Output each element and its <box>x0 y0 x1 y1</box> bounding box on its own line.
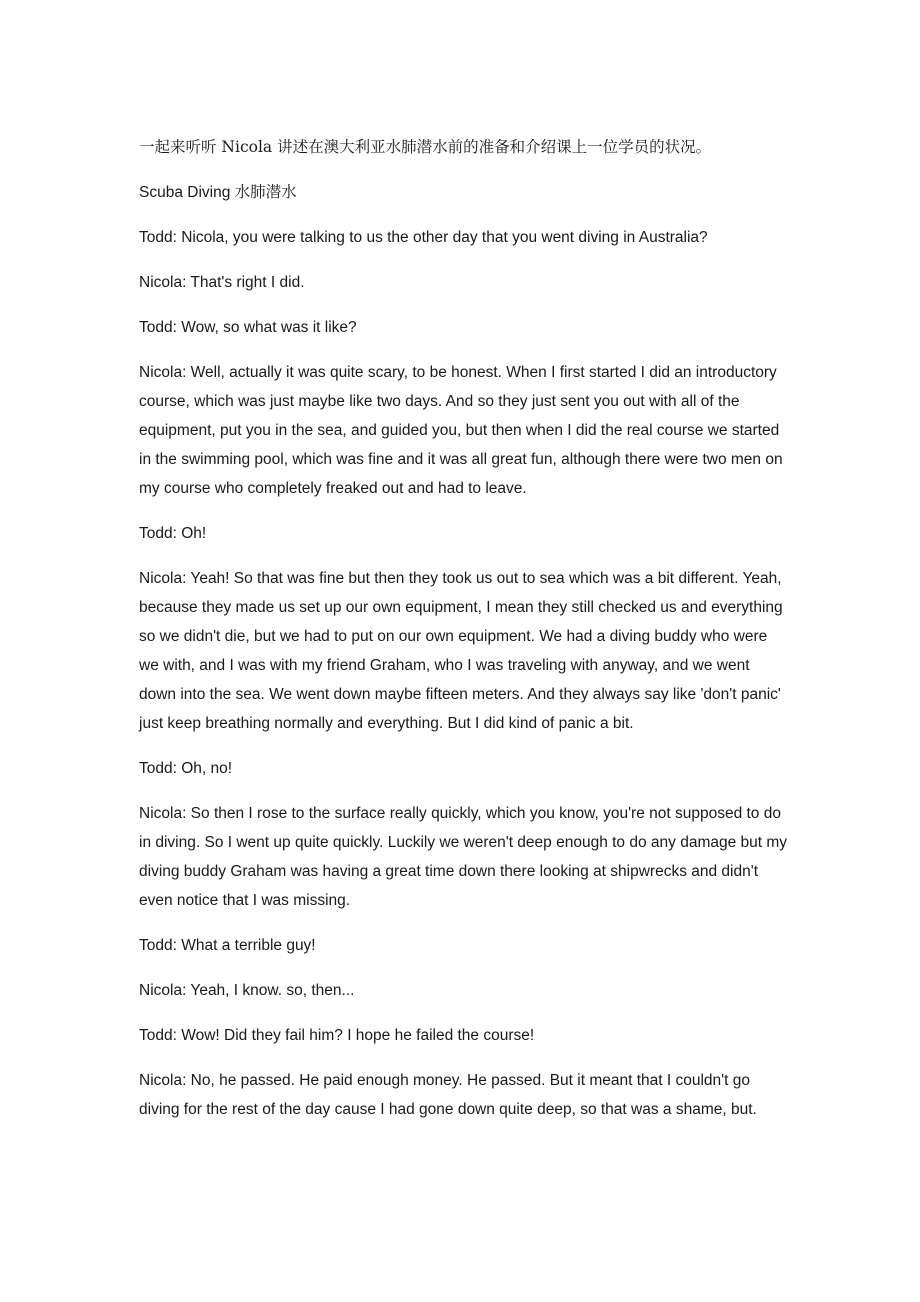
intro-paragraph: 一起来听听 Nicola 讲述在澳大利亚水肺潜水前的准备和介绍课上一位学员的状况。 <box>139 138 712 156</box>
dialogue-line: Todd: Oh, no! <box>139 760 233 777</box>
dialogue-line: Nicola: Yeah, I know. so, then... <box>139 982 355 999</box>
dialogue-line: Nicola: Well, actually it was quite scary, to be honest. When I first started I did an introductory course, which was just maybe like two days. And so they just sent you out with all of the equipment, put you in the sea, and guided you, but then when I did the real course we started in the swimming pool, which was fine and it was all great fun, although there were two men on my course who completely freaked out and had to leave. <box>139 364 783 497</box>
dialogue-line: Todd: Wow, so what was it like? <box>139 319 357 336</box>
dialogue-line: Nicola: That's right I did. <box>139 274 305 291</box>
document-page <box>139 133 789 1140</box>
dialogue-line: Todd: Oh! <box>139 525 207 542</box>
dialogue-line: Nicola: No, he passed. He paid enough money. He passed. But it meant that I couldn't go diving for the rest of the day cause I had gone down quite deep, so that was a shame, but. <box>139 1072 757 1118</box>
document-title: Scuba Diving 水肺潜水 <box>139 184 297 201</box>
dialogue-line: Todd: Wow! Did they fail him? I hope he failed the course! <box>139 1027 535 1044</box>
dialogue-line: Nicola: Yeah! So that was fine but then they took us out to sea which was a bit different. Yeah, because they made us set up our own equipment, I mean they still checked us and everything so we didn't die, but we had to put on our own equipment. We had a diving buddy who were we with, and I was with my friend Graham, who I was traveling with anyway, and we went down into the sea. We went down maybe fifteen meters. And they always say like 'don't panic' just keep breathing normally and everything. But I did kind of panic a bit. <box>139 570 783 732</box>
dialogue-line: Todd: Nicola, you were talking to us the other day that you went diving in Australia? <box>139 229 708 246</box>
dialogue-line: Todd: What a terrible guy! <box>139 937 316 954</box>
dialogue-line: Nicola: So then I rose to the surface really quickly, which you know, you're not supposed to do in diving. So I went up quite quickly. Luckily we weren't deep enough to do any damage but my diving buddy Graham was having a great time down there looking at shipwrecks and didn't even notice that I was missing. <box>139 805 788 909</box>
